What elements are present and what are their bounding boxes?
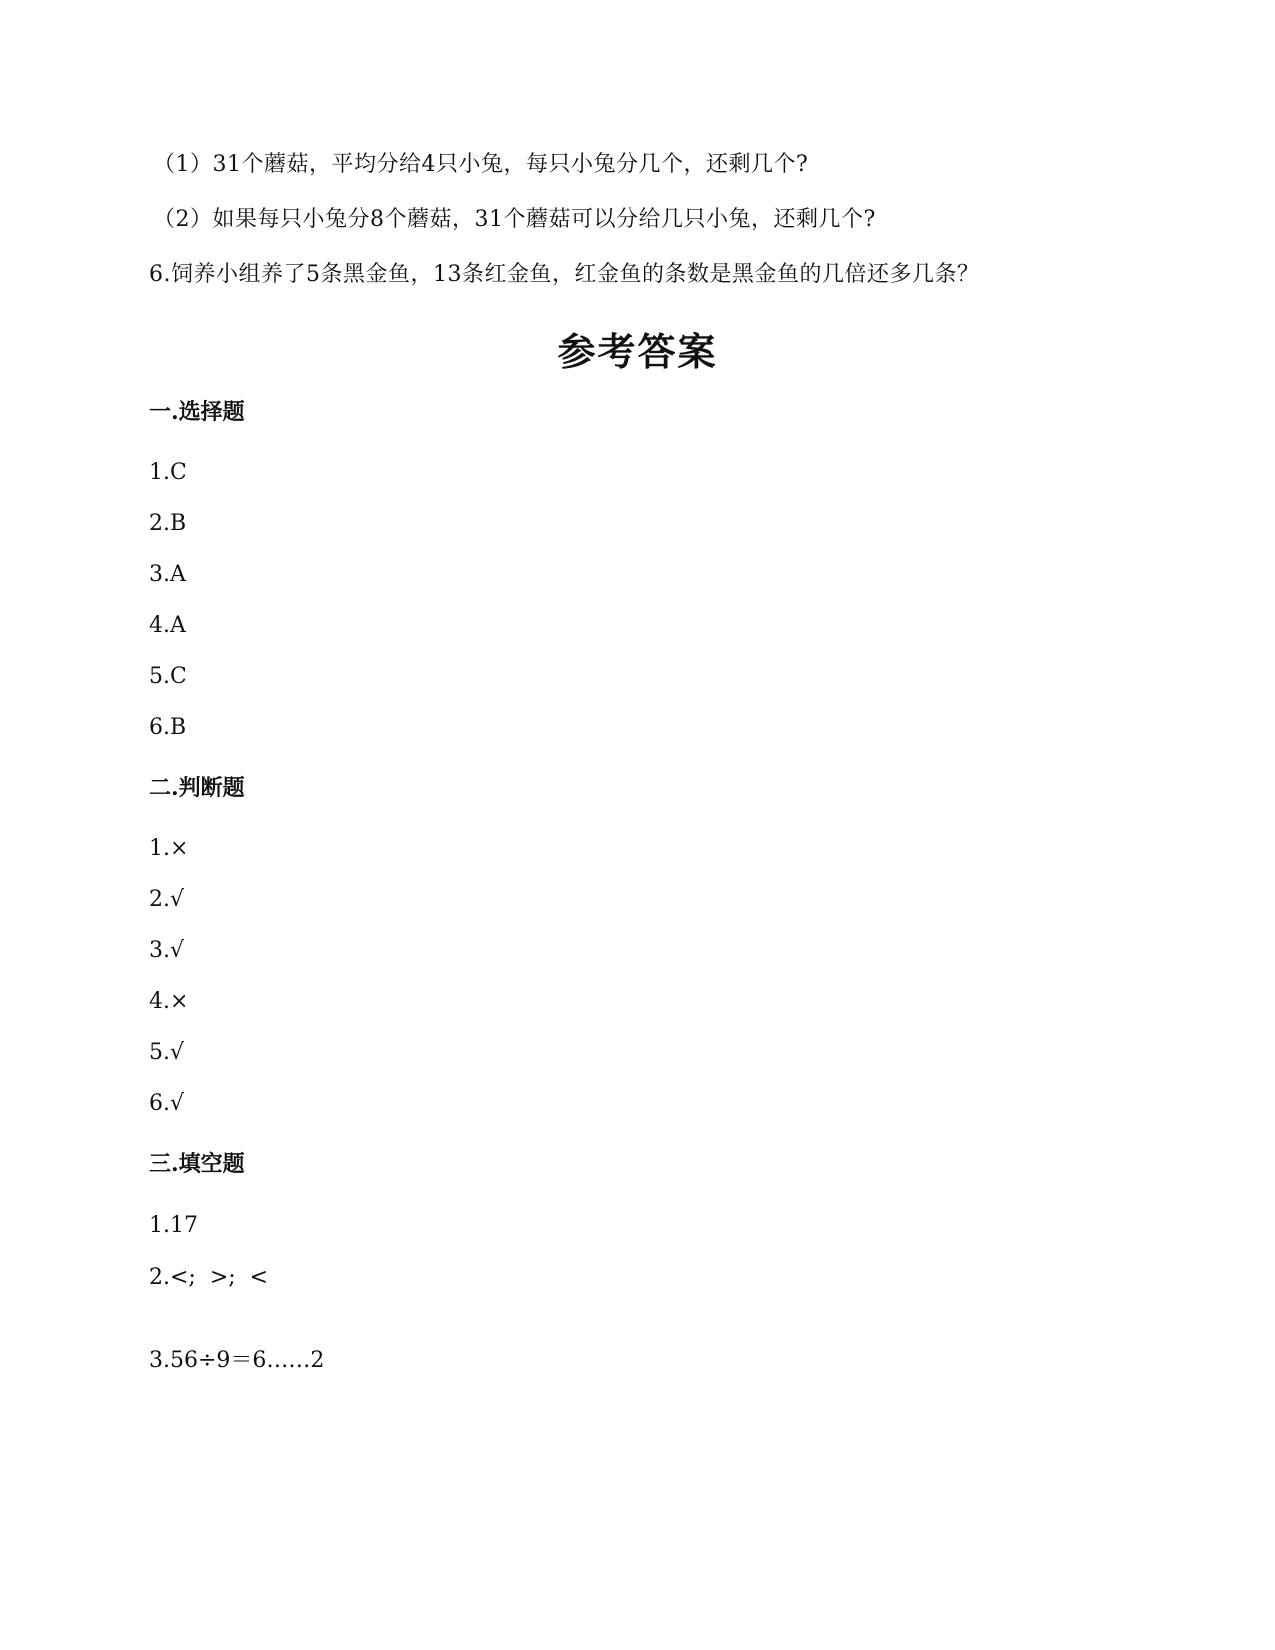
answer-item: 6.√ <box>149 1091 185 1116</box>
question-5-part-2: （2）如果每只小兔分8个蘑菇，31个蘑菇可以分给几只小兔，还剩几个? <box>153 207 876 232</box>
answer-item: 2.√ <box>149 887 185 912</box>
question-5-part-1: （1）31个蘑菇，平均分给4只小兔，每只小兔分几个，还剩几个? <box>153 152 809 177</box>
answer-item: 4.× <box>149 989 189 1014</box>
answer-item: 5.C <box>149 664 187 689</box>
answer-item: 6.B <box>149 715 187 740</box>
answer-item: 3.A <box>149 562 186 587</box>
section-heading-choice: 一.选择题 <box>149 399 245 425</box>
answer-item: 3.56÷9＝6……2 <box>149 1348 325 1373</box>
answer-item: 1.17 <box>149 1213 198 1238</box>
answer-item: 2.B <box>149 511 187 536</box>
answer-item: 3.√ <box>149 938 185 963</box>
answer-item: 2.<; >; < <box>149 1265 269 1290</box>
answer-item: 4.A <box>149 613 186 638</box>
answer-item: 1.C <box>149 460 187 485</box>
answer-key-title: 参考答案 <box>557 329 718 374</box>
section-heading-judgment: 二.判断题 <box>149 775 245 801</box>
section-heading-fill-blank: 三.填空题 <box>149 1151 245 1177</box>
answer-item: 1.× <box>149 836 189 861</box>
question-6: 6.饲养小组养了5条黑金鱼，13条红金鱼，红金鱼的条数是黑金鱼的几倍还多几条？ <box>149 262 980 287</box>
answer-item: 5.√ <box>149 1040 185 1065</box>
